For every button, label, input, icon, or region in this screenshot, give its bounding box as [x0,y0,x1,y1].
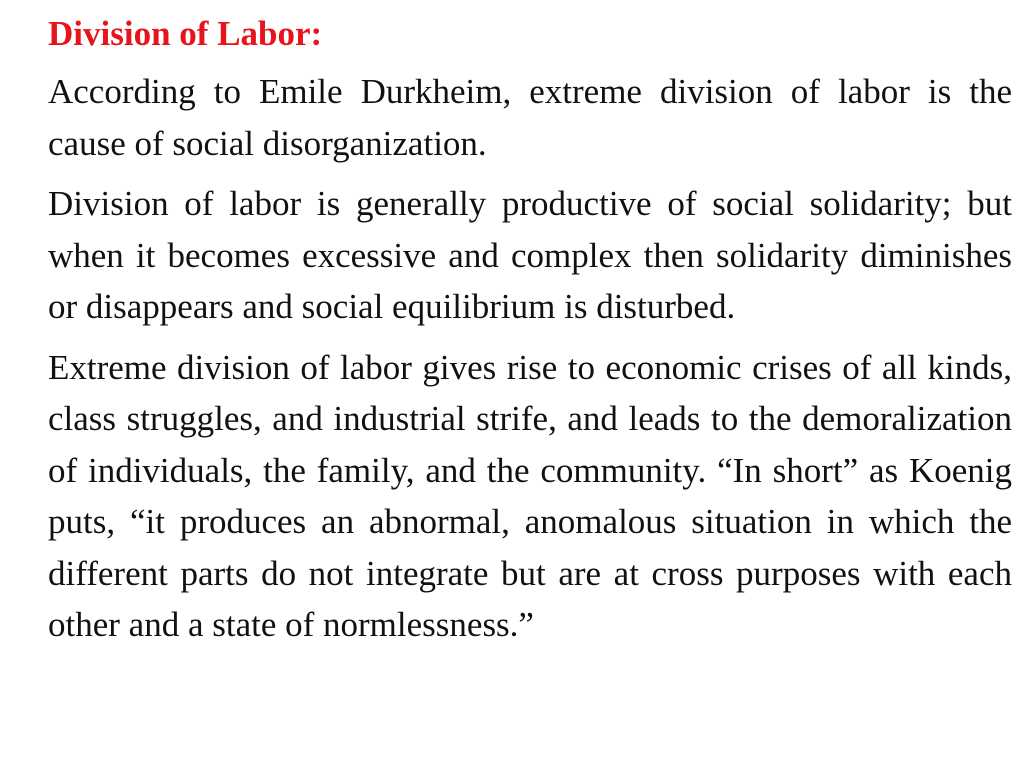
slide-content [48,10,1012,651]
paragraph-durkheim: According to Emile Durkheim, extreme division of labor is the cause of social disorganization. [48,72,1012,163]
slide-title: Division of Labor: [48,14,323,53]
paragraph-extreme-division: Extreme division of labor gives rise to economic crises of all kinds, class struggles, and industrial strife, and leads to the demoralization of individuals, the family, and the community. “In short” as Koenig puts, “it produces an abnormal, anomalous situation in which the different parts do not integrate but are at cross purposes with each other and a state of normlessness.” [48,347,1012,644]
paragraph-solidarity: Division of labor is generally productive of social solidarity; but when it becomes excessive and complex then solidarity diminishes or disappears and social equilibrium is disturbed. [48,184,1012,326]
